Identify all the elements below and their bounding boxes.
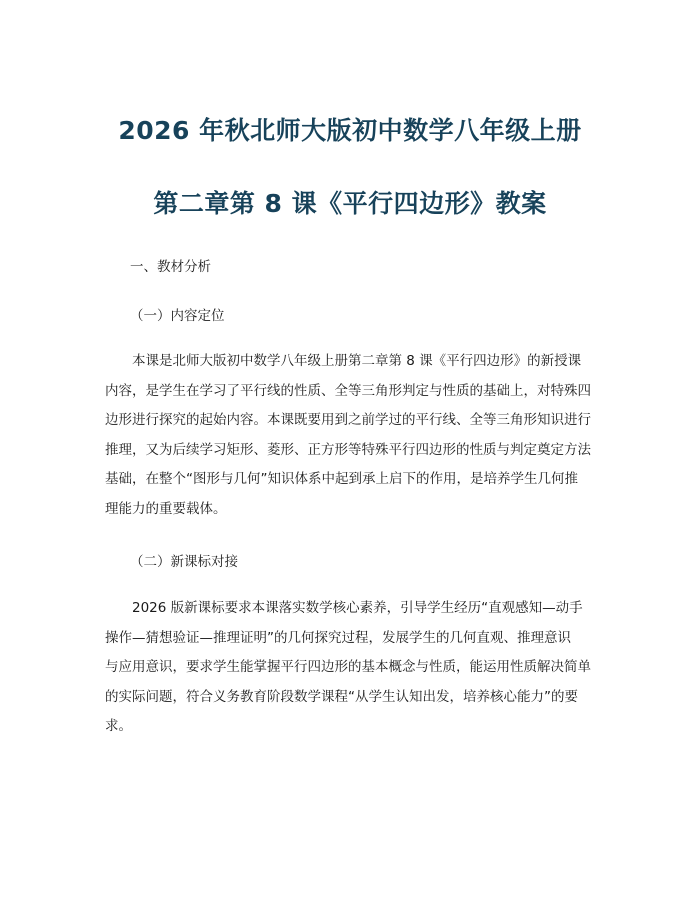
document-title-line1: 2026 年秋北师大版初中数学八年级上册: [118, 116, 582, 145]
subheading-curriculum-standards: （二）新课标对接: [130, 554, 238, 570]
paragraph-line: 推理，又为后续学习矩形、菱形、正方形等特殊平行四边形的性质与判定奠定方法: [105, 441, 591, 458]
section-heading-textbook-analysis: 一、教材分析: [130, 259, 211, 275]
paragraph-line: 与应用意识，要求学生能掌握平行四边形的基本概念与性质，能运用性质解决简单: [105, 659, 591, 675]
subheading-content-positioning: （一）内容定位: [130, 308, 225, 324]
paragraph-line: 求。: [105, 718, 132, 734]
paragraph-line: 基础，在整个“图形与几何”知识体系中起到承上启下的作用，是培养学生几何推: [105, 471, 578, 487]
paragraph-line: 操作—猜想验证—推理证明”的几何探究过程，发展学生的几何直观、推理意识: [105, 629, 571, 646]
document-title-line2: 第二章第 8 课《平行四边形》教案: [153, 189, 547, 218]
paragraph-line: 本课是北师大版初中数学八年级上册第二章第 8 课《平行四边形》的新授课: [132, 353, 582, 369]
paragraph-line: 内容，是学生在学习了平行线的性质、全等三角形判定与性质的基础上，对特殊四: [105, 382, 591, 399]
paragraph-line: 理能力的重要载体。: [105, 500, 227, 517]
paragraph-line: 2026 版新课标要求本课落实数学核心素养，引导学生经历“直观感知—动手: [132, 600, 583, 616]
paragraph-curriculum-standards: [105, 594, 595, 742]
paragraph-line: 边形进行探究的起始内容。本课既要用到之前学过的平行线、全等三角形知识进行: [105, 412, 591, 428]
paragraph-line: 的实际问题，符合义务教育阶段数学课程“从学生认知出发，培养核心能力”的要: [105, 688, 578, 705]
paragraph-content-positioning: [105, 347, 595, 524]
